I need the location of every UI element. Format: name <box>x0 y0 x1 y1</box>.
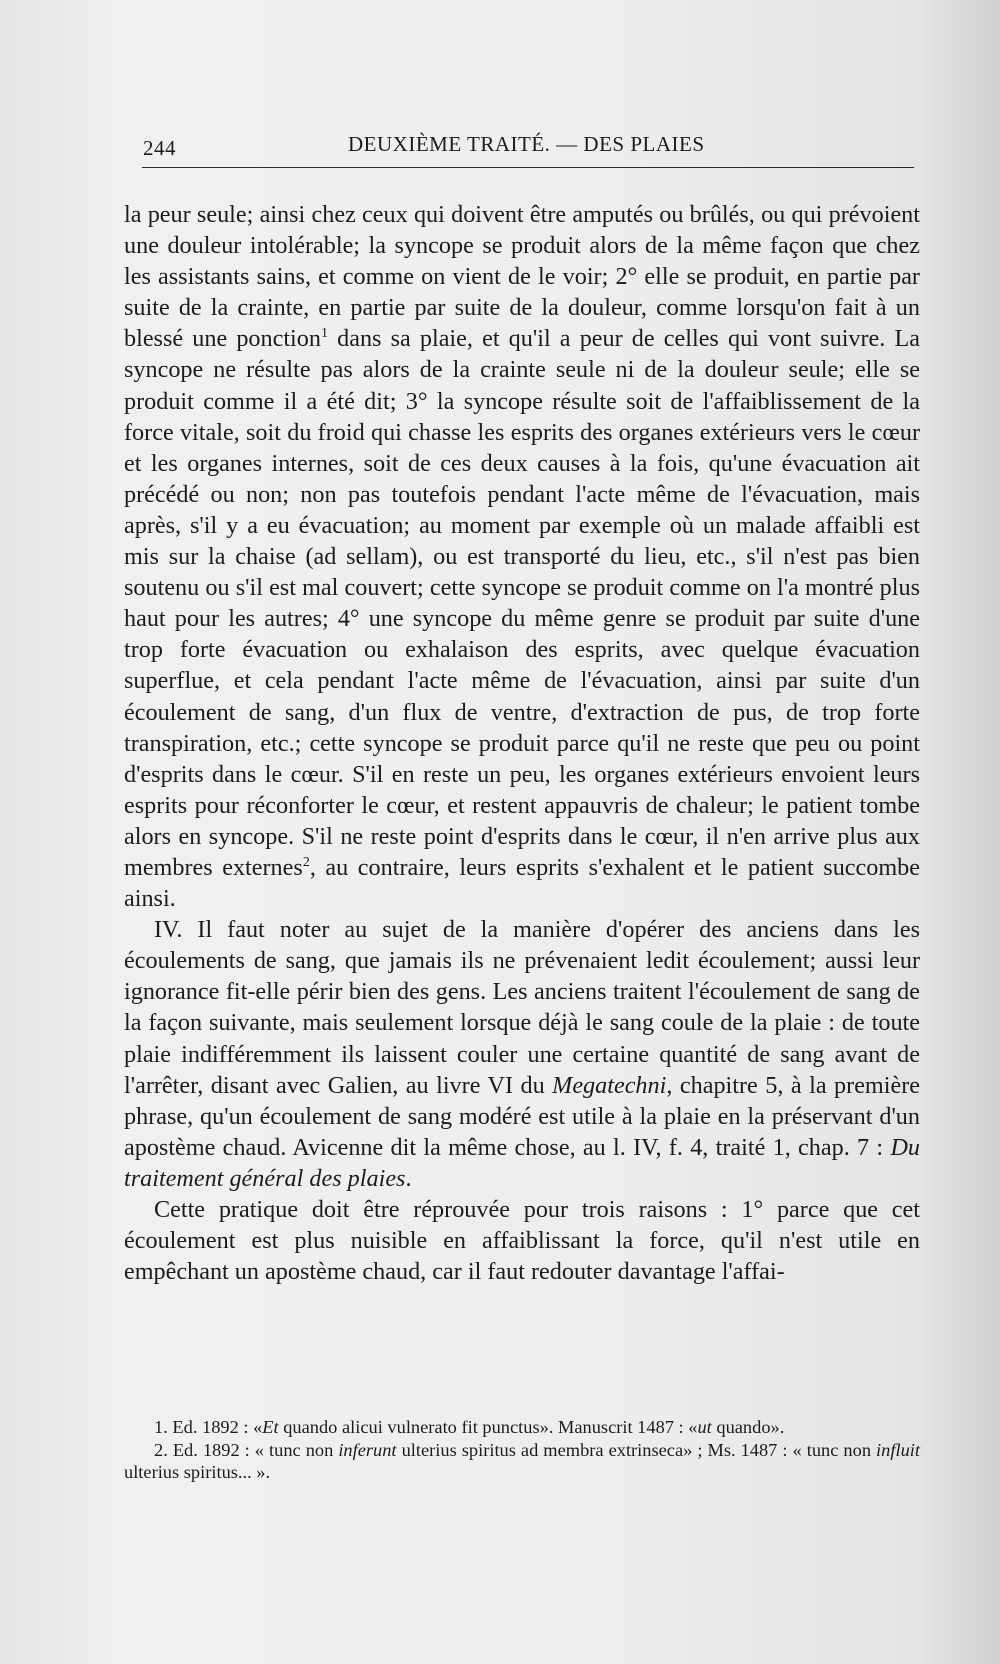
footnote-2-part-1: 2. Ed. 1892 : « tunc non <box>154 1439 339 1460</box>
footnote-2-part-2: ulterius spiritus ad membra extrinseca» ; Ms. 1487 : « tunc non <box>396 1439 877 1460</box>
footnote-2-italic-2: influit <box>876 1439 920 1460</box>
footnote-2-italic-1: inferunt <box>338 1439 397 1460</box>
footnote-2 <box>124 1439 920 1484</box>
work-title-du-traitement: Du traitement général des plaies <box>124 1133 920 1192</box>
footnote-1-italic-2: ut <box>697 1417 712 1437</box>
footnote-ref-1: 1 <box>320 326 328 342</box>
running-title: DEUXIÈME TRAITÉ. — DES PLAIES <box>348 132 705 156</box>
footnote-1-part-2: quando alicui vulnerato fit punctus». Manuscrit 1487 : « <box>278 1417 698 1437</box>
paragraph-3-part-1: Cette pratique doit être réprouvée pour trois raisons : 1° parce que cet écoulement est plus nuisible en affaiblissant la force, qu'il n'est utile en empêchant un apostème chaud, car il faut redouter davantage l'affai- <box>124 1196 920 1286</box>
footnote-2-part-3: ulterius spiritus... ». <box>124 1462 271 1482</box>
footnote-ref-2: 2 <box>302 854 310 870</box>
paragraph-1 <box>124 199 920 914</box>
paragraph-2-part-3: . <box>405 1164 412 1192</box>
page-number: 244 <box>143 136 176 160</box>
paragraph-1-part-3: , au contraire, leurs esprits s'exhalent et le patient succombe ainsi. <box>124 853 920 913</box>
paragraph-3 <box>124 1194 920 1287</box>
body-text <box>124 199 920 1287</box>
footnote-1 <box>124 1416 920 1439</box>
paragraph-2-part-1: IV. Il faut noter au sujet de la manière d'opérer des anciens dans les écoulements de sang, que jamais ils ne prévenaient ledit écoulement; aussi leur ignorance fit-elle périr bien des gens. Les anciens traitent l'écoulement de sang de la façon suivante, mais seulement lorsque déjà le sang coule de la plaie : de toute plaie indifféremment ils laissent couler une certaine quantité de sang avant de l'arrêter, disant avec Galien, au livre VI du <box>124 916 920 1099</box>
footnotes <box>124 1416 920 1484</box>
paragraph-1-part-1: la peur seule; ainsi chez ceux qui doivent être amputés ou brûlés, ou qui prévoient une douleur intolérable; la syncope se produit alors de la même façon que chez les assistants sains, et comme on vient de le voir; 2° elle se produit, en partie par suite de la crainte, en partie par suite de la douleur, comme lorsqu'on fait à un blessé une ponction <box>124 201 920 353</box>
footnote-1-italic-1: Et <box>262 1417 279 1437</box>
work-title-megatechni: Megatechni <box>552 1071 667 1099</box>
footnote-1-part-3: quando». <box>711 1417 785 1437</box>
paragraph-2 <box>124 914 920 1194</box>
paragraph-1-part-2: dans sa plaie, et qu'il a peur de celles qui vont suivre. La syncope ne résulte pas alors de la crainte seule ni de la douleur seule; elle se produit comme il a été dit; 3° la syncope résulte soit de l'affaiblissement de la force vitale, soit du froid qui chasse les esprits des organes extérieurs vers le cœur et les organes internes, soit de ces deux causes à la fois, qu'une évacuation ait précédé ou non; non pas toutefois pendant l'acte même de l'évacuation, mais après, s'il y a eu évacuation; au moment par exemple où un malade affaibli est mis sur la chaise (ad sellam), ou est transporté du lieu, etc., s'il n'est pas bien soutenu ou s'il est mal couvert; cette syncope se produit comme on l'a montré plus haut pour les autres; 4° une syncope du même genre se produit par suite d'une trop forte évacuation ou exhalaison des esprits, avec quelque évacuation superflue, et cela pendant l'acte même de l'évacuation, ainsi par suite d'un écoulement de sang, d'un flux de ventre, d'extraction de pus, de trop forte transpiration, etc.; cette syncope se produit parce qu'il ne reste que peu ou point d'esprits dans le cœur. S'il en reste un peu, les organes extérieurs envoient leurs esprits pour réconforter le cœur, et restent appauvris de chaleur; le patient tombe alors en syncope. S'il ne reste point d'esprits dans le cœur, il n'en arrive plus aux membres externes <box>124 325 920 881</box>
running-head <box>138 128 914 158</box>
paragraph-2-part-2: , chapitre 5, à la première phrase, qu'un écoulement de sang modéré est utile à la plaie en la préservant d'un apostème chaud. Avicenne dit la même chose, au l. IV, f. 4, traité 1, chap. 7 : <box>124 1071 920 1161</box>
header-rule <box>142 167 914 168</box>
footnote-1-part-1: 1. Ed. 1892 : « <box>154 1417 263 1437</box>
